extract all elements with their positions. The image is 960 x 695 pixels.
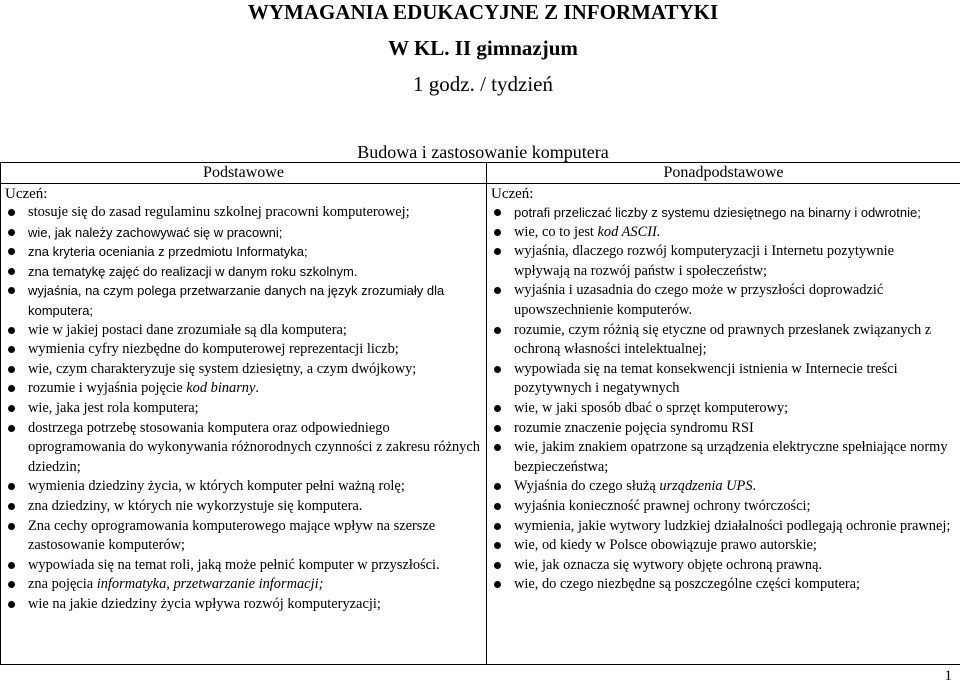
list-item: wie w jakiej postaci dane zrozumiałe są dla komputera; <box>1 321 486 341</box>
advanced-requirements-cell <box>487 184 960 665</box>
list-item: zna pojęcia informatyka, przetwarzanie informacji; <box>1 575 486 595</box>
section-title: Budowa i zastosowanie komputera <box>357 142 609 162</box>
class-level: W KL. II gimnazjum <box>388 36 578 60</box>
list-item: Zna cechy oprogramowania komputerowego mające wpływ na szersze zastosowanie komputerów; <box>1 517 486 556</box>
list-item: zna kryteria oceniania z przedmiotu Informatyka; <box>1 242 486 262</box>
list-item: wie, od kiedy w Polsce obowiązuje prawo autorskie; <box>487 536 960 556</box>
requirements-table <box>0 162 960 665</box>
list-item: rozumie i wyjaśnia pojęcie kod binarny. <box>1 379 486 399</box>
list-item: wie, czym charakteryzuje się system dziesiętny, a czym dwójkowy; <box>1 360 486 380</box>
list-item: wyjaśnia, dlaczego rozwój komputeryzacji i Internetu pozytywnie wpływają na rozwój państw i społeczeństw; <box>487 242 960 281</box>
list-item: rozumie, czym różnią się etyczne od prawnych przesłanek związanych z ochroną własności intelektualnej; <box>487 321 960 360</box>
list-item: wie na jakie dziedziny życia wpływa rozwój komputeryzacji; <box>1 595 486 615</box>
basic-requirements-cell <box>1 184 487 665</box>
list-item: wie, jak należy zachowywać się w pracowni; <box>1 223 486 243</box>
list-item: zna tematykę zajęć do realizacji w danym roku szkolnym. <box>1 262 486 282</box>
list-item: dostrzega potrzebę stosowania komputera oraz odpowiedniego oprogramowania do wykonywania różnorodnych czynności z zakresu różnych dziedzin; <box>1 419 486 478</box>
list-item: potrafi przeliczać liczby z systemu dziesiętnego na binarny i odwrotnie; <box>487 203 960 223</box>
list-item: wyjaśnia, na czym polega przetwarzanie danych na język zrozumiały dla komputera; <box>1 281 486 320</box>
list-item: wie, jakim znakiem opatrzone są urządzenia elektryczne spełniające normy bezpieczeństwa; <box>487 438 960 477</box>
list-item: stosuje się do zasad regulaminu szkolnej pracowni komputerowej; <box>1 203 486 223</box>
header-basic: Podstawowe <box>1 163 487 184</box>
list-item: wie, w jaki sposób dbać o sprzęt komputerowy; <box>487 399 960 419</box>
document-title: WYMAGANIA EDUKACYJNE Z INFORMATYKI <box>247 0 719 24</box>
list-item: wie, co to jest kod ASCII. <box>487 223 960 243</box>
list-item: wymienia, jakie wytwory ludzkiej działalności podlegają ochronie prawnej; <box>487 517 960 537</box>
list-item: zna dziedziny, w których nie wykorzystuje się komputera. <box>1 497 486 517</box>
list-item: wymienia cyfry niezbędne do komputerowej reprezentacji liczb; <box>1 340 486 360</box>
advanced-list <box>487 203 960 595</box>
list-item: wypowiada się na temat konsekwencji istnienia w Internecie treści pozytywnych i negatywnych <box>487 360 960 399</box>
list-item: Wyjaśnia do czego służą urządzenia UPS. <box>487 477 960 497</box>
advanced-intro: Uczeń: <box>491 186 534 202</box>
list-item: wie, jak oznacza się wytwory objęte ochroną prawną. <box>487 556 960 576</box>
basic-list <box>1 203 486 614</box>
page-number: 1 <box>944 668 952 684</box>
list-item: wyjaśnia i uzasadnia do czego może w przyszłości doprowadzić upowszechnienie komputerów. <box>487 281 960 320</box>
hours-per-week: 1 godz. / tydzień <box>413 72 553 96</box>
list-item: wie, jaka jest rola komputera; <box>1 399 486 419</box>
basic-intro: Uczeń: <box>5 186 48 202</box>
header-advanced: Ponadpodstawowe <box>487 163 960 184</box>
list-item: rozumie znaczenie pojęcia syndromu RSI <box>487 419 960 439</box>
list-item: wie, do czego niezbędne są poszczególne części komputera; <box>487 575 960 595</box>
list-item: wyjaśnia konieczność prawnej ochrony twórczości; <box>487 497 960 517</box>
list-item: wymienia dziedziny życia, w których komputer pełni ważną rolę; <box>1 477 486 497</box>
list-item: wypowiada się na temat roli, jaką może pełnić komputer w przyszłości. <box>1 556 486 576</box>
